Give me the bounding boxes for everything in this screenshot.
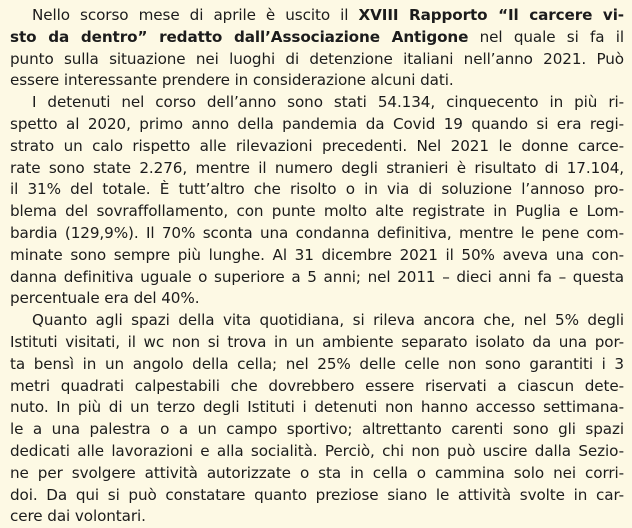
text-run: ne per svolgere attività autorizzate o sta in cella o cammina solo nei corri- xyxy=(10,463,624,482)
text-line xyxy=(10,419,624,441)
text-line xyxy=(10,158,624,180)
text-run: essere interessante prendere in considerazione alcuni dati. xyxy=(10,71,454,90)
text-line xyxy=(10,397,624,419)
text-line xyxy=(10,27,624,49)
text-run: strato un calo rispetto alle rilevazioni precedenti. Nel 2021 le donne carce- xyxy=(10,136,624,155)
text-line xyxy=(10,463,624,485)
text-line xyxy=(10,310,624,332)
text-run: nuto. In più di un terzo degli Istituti i detenuti non hanno accesso settimana- xyxy=(10,398,624,417)
text-line xyxy=(10,223,624,245)
text-run: le a una palestra o a un campo sportivo; altrettanto carenti sono gli spazi xyxy=(10,420,624,439)
bold-text: sto da dentro” redatto dall’Associazione Antigone xyxy=(10,27,469,46)
text-line xyxy=(10,354,624,376)
text-line xyxy=(10,441,624,463)
text-run: punto sulla situazione nei luoghi di detenzione italiani nell’anno 2021. Può xyxy=(10,49,624,68)
article-paragraph xyxy=(10,5,624,92)
text-line xyxy=(10,114,624,136)
text-line xyxy=(10,136,624,158)
text-run: Quanto agli spazi della vita quotidiana, si rileva ancora che, nel 5% degli xyxy=(32,311,624,330)
text-line xyxy=(10,332,624,354)
text-line xyxy=(10,267,624,289)
text-run: nel quale si fa il xyxy=(468,27,624,46)
text-line xyxy=(10,49,624,71)
text-run: spetto al 2020, primo anno della pandemia da Covid 19 quando si era regi- xyxy=(10,114,624,133)
text-run: Nello scorso mese di aprile è uscito il xyxy=(32,6,359,24)
text-run: danna definitiva uguale o superiore a 5 anni; nel 2011 – dieci anni fa – questa xyxy=(10,267,624,286)
text-line xyxy=(10,5,624,27)
text-run: ta bensì in un angolo della cella; nel 25% delle celle non sono garantiti i 3 xyxy=(10,354,624,373)
text-line xyxy=(10,92,624,114)
article-body xyxy=(10,5,624,528)
text-line xyxy=(10,506,624,528)
text-line xyxy=(10,179,624,201)
text-run: minate sono sempre più lunghe. Al 31 dicembre 2021 il 50% aveva una con- xyxy=(10,245,624,264)
text-run: rate sono state 2.276, mentre il numero degli stranieri è risultato di 17.104, xyxy=(10,158,624,177)
text-line xyxy=(10,70,624,92)
text-run: I detenuti nel corso dell’anno sono stati 54.134, cinquecento in più ri- xyxy=(32,93,624,112)
article-paragraph xyxy=(10,92,624,310)
text-run: Istituti visitati, il wc non si trova in un ambiente separato isolato da una por- xyxy=(10,332,624,351)
text-run: percentuale era del 40%. xyxy=(10,289,200,308)
text-run: il 31% del totale. È tutt’altro che risolto o in via di soluzione l’annoso pro- xyxy=(10,180,624,199)
text-line xyxy=(10,485,624,507)
text-run: doi. Da qui si può constatare quanto preziose siano le attività svolte in car- xyxy=(10,485,624,504)
text-run: cere dai volontari. xyxy=(10,507,146,526)
text-run: blema del sovraffollamento, con punte molto alte registrate in Puglia e Lom- xyxy=(10,202,624,221)
text-line xyxy=(10,245,624,267)
text-line xyxy=(10,376,624,398)
text-line xyxy=(10,201,624,223)
text-run: dedicati alle lavorazioni e alla socialità. Perciò, chi non può uscire dalla Sezio- xyxy=(10,441,624,460)
article-paragraph xyxy=(10,310,624,528)
text-run: bardia (129,9%). Il 70% sconta una condanna definitiva, mentre le pene com- xyxy=(10,223,624,242)
text-run: metri quadrati calpestabili che dovrebbero essere riservati a ciascun dete- xyxy=(10,376,624,395)
text-line xyxy=(10,288,624,310)
bold-text: XVIII Rapporto “Il carcere vi- xyxy=(358,6,625,24)
